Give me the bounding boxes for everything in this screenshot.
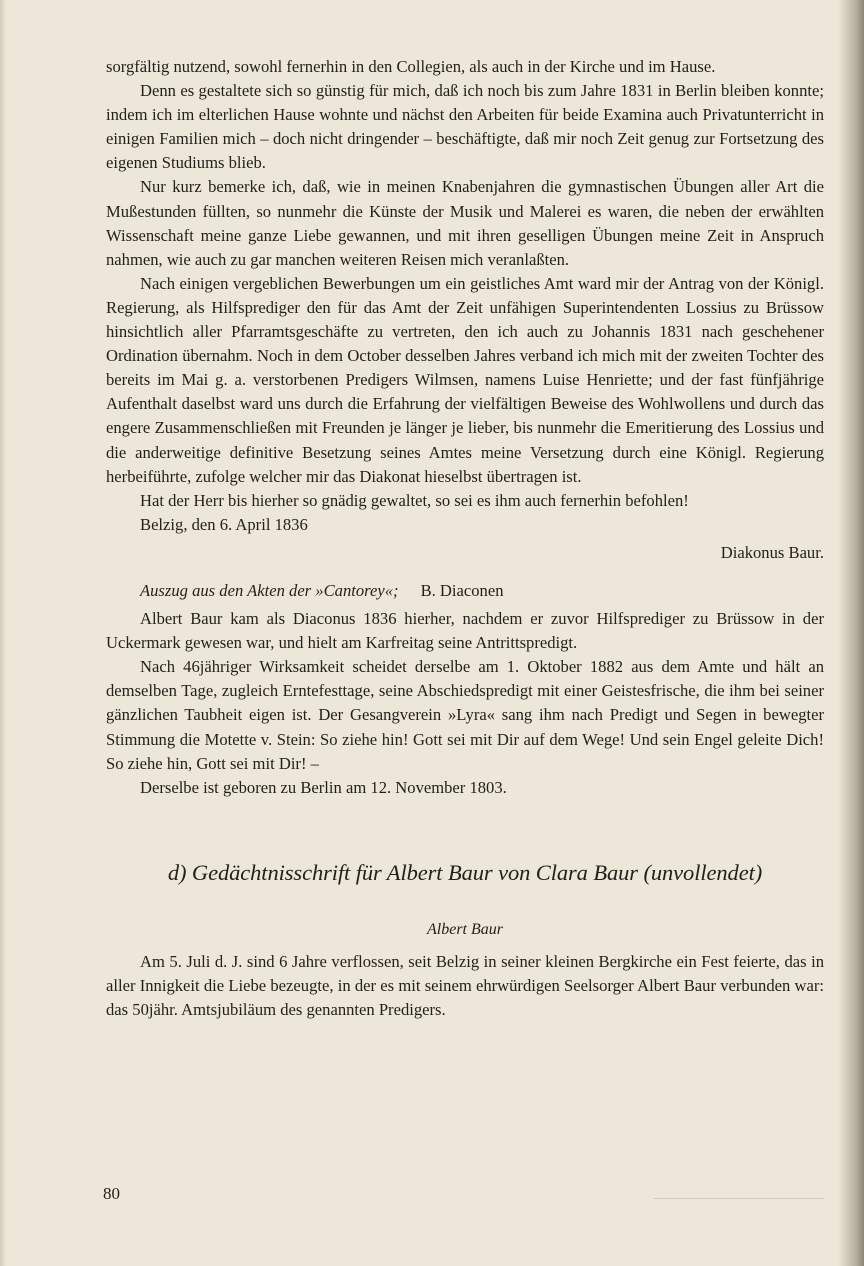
paragraph-continued: sorgfältig nutzend, sowohl fernerhin in den Collegien, als auch in der Kirche und im Hause. xyxy=(106,57,716,76)
excerpt-section: B. Diaconen xyxy=(420,580,504,600)
signature: Diakonus Baur. xyxy=(720,542,824,562)
date-line: Belzig, den 6. April 1836 xyxy=(140,514,308,534)
paragraph: Hat der Herr bis hierher so gnädig gewaltet, so sei es ihm auch fernerhin befohlen! xyxy=(140,490,689,510)
page-edge-left xyxy=(0,0,6,1266)
excerpt-title: Auszug aus den Akten der »Cantorey«; xyxy=(140,580,399,600)
page-body xyxy=(106,55,824,1022)
final-paragraph: Am 5. Juli d. J. sind 6 Jahre verflossen, seit Belzig in seiner kleinen Bergkirche ein Fest feierte, das in aller Innigkeit die Liebe bezeugte, in der es mit seinem ehrwürdigen Seelsorger Albert Baur verbunden war: das 50jähr. Amtsjubiläum des genannten Predigers. xyxy=(106,951,824,1020)
paragraph: Denn es gestaltete sich so günstig für mich, daß ich noch bis zum Jahre 1831 in Berlin bleiben konnte; indem ich im elterlichen Hause wohnte und nächst den Arbeiten für beide Examina auch Privatunterricht in einigen Familien mich – doch nicht dringender – beschäftigte, daß mir noch Zeit genug zur Fortsetzung des eigenen Studiums blieb. xyxy=(106,81,824,173)
page-number: 80 xyxy=(103,1184,120,1203)
excerpt-paragraph: Albert Baur kam als Diaconus 1836 hierher, nachdem er zuvor Hilfsprediger zu Brüssow in der Uckermark gewesen war, und hielt am Karfreitag seine Antrittspredigt. xyxy=(106,609,824,653)
paragraph: Nur kurz bemerke ich, daß, wie in meinen Knabenjahren die gymnastischen Übungen aller Art die Mußestunden füllten, so nunmehr die Künste der Musik und Malerei es waren, die neben der erwählten Wissenschaft meine ganze Liebe gewannen, und mit ihren geselligen Übungen meine Zeit in Anspruch nahmen, wie auch zu gar manchen weiteren Reisen mich veranlaßten. xyxy=(106,177,824,269)
section-heading: d) Gedächtnisschrift für Albert Baur von Clara Baur (unvollendet) xyxy=(167,859,763,885)
paragraph: Nach einigen vergeblichen Bewerbungen um ein geistliches Amt ward mir der Antrag von der Königl. Regierung, als Hilfsprediger den für das Amt der Zeit unfähigen Superintendenten Lossius zu Brüssow hinsichtlich aller Pfarramtsgeschäfte zu vertreten, den ich auch zu Johannis 1831 nach geschehener Ordination übernahm. Noch in dem October desselben Jahres verband ich mich mit der zweiten Tochter des bereits im Mai g. a. verstorbenen Predigers Wilmsen, namens Luise Henriette; und der fast fünfjährige Aufenthalt daselbst ward uns durch die Erfahrung der vielfältigen Beweise des Wohlwollens und durch das engere Zusammenschließen mit Freunden je länger je lieber, bis nunmehr die Emeritierung des Lossius und die anderweitige definitive Besetzung seines Amtes meine Versetzung durch eine Königl. Regierung herbeiführte, zufolge welcher mir das Diakonat hieselbst übertragen ist. xyxy=(106,273,824,486)
page-gutter-shadow xyxy=(838,0,864,1266)
excerpt-heading xyxy=(106,579,824,603)
excerpt-paragraph: Nach 46jähriger Wirksamkeit scheidet derselbe am 1. Oktober 1882 aus dem Amte und hält an demselben Tage, zugleich Erntefesttage, seine Abschiedspredigt mit einer Geistesfrische, die ihm bei seiner gänzlichen Taubheit eigen ist. Der Gesangverein »Lyra« sang ihm nach Predigt und Segen in bewegter Stimmung die Motette v. Stein: So ziehe hin! Gott sei mit Dir auf dem Wege! Und sein Engel geleite Dich! So ziehe hin, Gott sei mit Dir! – xyxy=(106,657,824,773)
excerpt-paragraph: Derselbe ist geboren zu Berlin am 12. November 1803. xyxy=(140,777,507,797)
sub-heading: Albert Baur xyxy=(427,920,503,938)
bleed-through-mark xyxy=(654,1198,824,1199)
